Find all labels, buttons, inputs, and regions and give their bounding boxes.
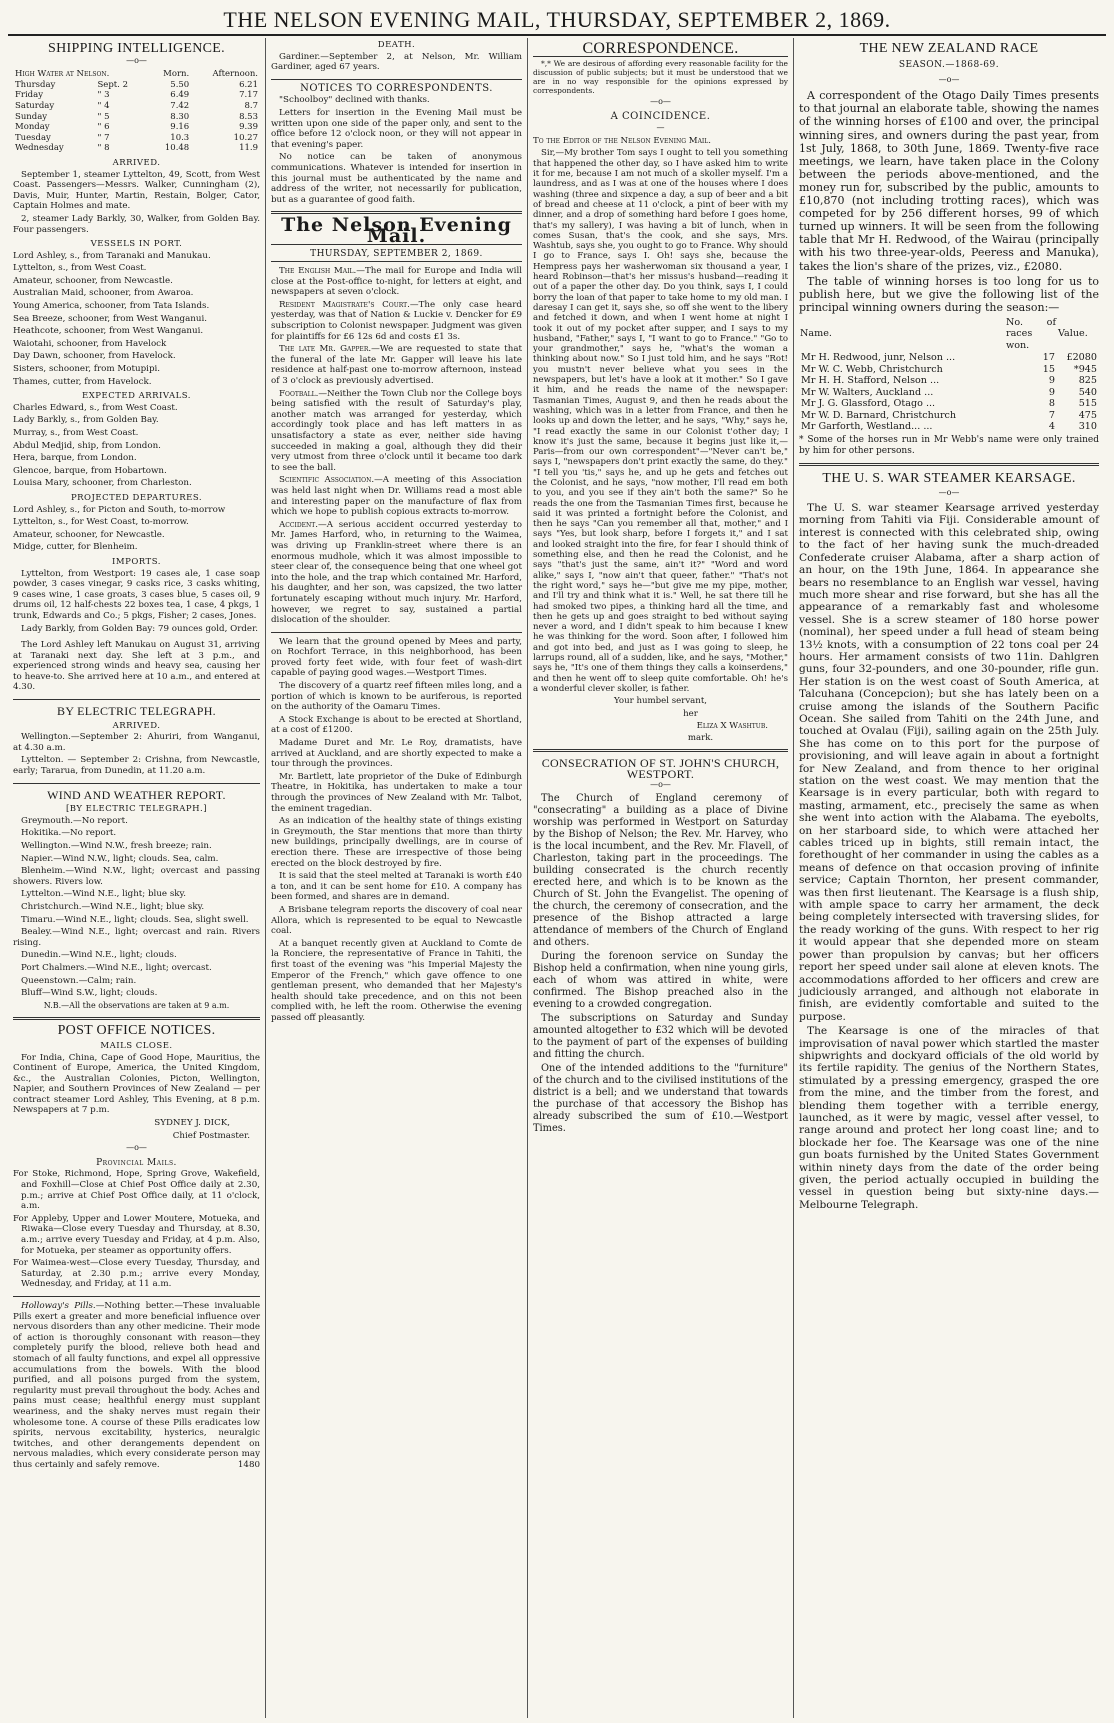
arrival-item: 2, steamer Lady Barkly, 30, Walker, from Golden Bay. Four passengers. [13, 213, 260, 235]
news-paragraph: At a banquet recently given at Auckland to Comte de la Ronciere, the representative of France in Tahiti, the first toast of the evening was "his Imperial Majesty the Emperor of the French," which gave offence to one gentleman present, who demanded that her Majesty's health should take precedence, and on this not been complied with, he left the room. Otherwise the evening passed off pleasantly. [271, 938, 522, 1023]
consecration-paragraph: During the forenoon service on Sunday the Bishop held a confirmation, when nine young girls, each of whom was attired in white, were confirmed. The Bishop preached also in the evening to a crowded congregation. [533, 951, 788, 1011]
news-paragraph: A Brisbane telegram reports the discovery of coal near Allora, which is represented to be equal to Newcastle coal. [271, 904, 522, 937]
tide-row: Friday " 3 6.49 7.17 [15, 90, 258, 101]
winning-owner-row: Mr H. Redwood, junr, Nelson ... 17 £2080 [801, 352, 1097, 364]
holloway-ad: Holloway's Pills.—Nothing better.—These invaluable Pills exert a greater and more beneficial influence over nervous disorders than any other medicine. Their mode of action is thoroughly consonant with reason—they completely purify the blood, relieve both head and stomach of all faulty functions, and expel all oppressive accumulations from the bowels. With the blood purified, and all poisons purged from the system, regularity must prevail throughout the body. Aches and pains must cease; healthful energy must supplant weariness, and the shaky nerves must regain their wholesome tone. A course of these Pills eradicates low spirits, nervous excitability, hysterics, neuralgic twitches, and other derangements dependent on nervous maladies, which every considerate person may thus certainly and safely remove. 1480 [13, 1300, 260, 1470]
tide-row: Sunday " 5 8.30 8.53 [15, 111, 258, 122]
kearsage-heading: THE U. S. WAR STEAMER KEARSAGE. [822, 470, 1076, 486]
weather-item: Timaru.—Wind N.E., light; clouds. Sea, slight swell. [21, 914, 249, 925]
telegraph-item: Wellington.—September 2: Ahuriri, from Wanganui, at 4.30 a.m. [13, 732, 260, 753]
racing-paragraph: A correspondent of the Otago Daily Times presents to that journal an elaborate table, showing the names of the winning horses of £100 and over, the principal winning sires, and owners during the past year, from 1st July, 1868, to 30th June, 1869. Twenty-five race meetings, we learn, have taken place in the Colony between the periods above-mentioned, and the money run for, subscribed by the public, amounts to £10,870 (not including trotting races), which was competed for by 256 different horses, 99 of which turned up winners. It will be seen from the following table that Mr H. Redwood, of the Wairau (principally with his two three-year-olds, Peeress and Manuka), takes the lion's share of the prizes, viz., £2080. [799, 89, 1099, 273]
masthead: THE NELSON EVENING MAIL, THURSDAY, SEPTEMBER 2, 1869. [8, 6, 1106, 36]
column-4: THE NEW ZEALAND RACE SEASON.—1868-69. —o— A correspondent of the Otago Daily Times presents to that journal an elaborate table, showing the names of the winning horses of £100 and over, the principal winning sires, and owners during the past year, from 1st July, 1868, to 30th June, 1869. Twenty-five race meetings, we learn, have taken place in the Colony between the periods above-mentioned, and the money run for, subscribed by the public, amounts to £10,870 (not including trotting races), which was competed for by 256 different horses, 99 of which turned up winners. It will be seen from the following table that Mr H. Redwood, of the Wairau (principally with his two three-year-olds, Peeress and Manuka), takes the lion's share of the prizes, viz., £2080. The table of winning horses is too long for us to publish here, but we give the following list of the principal winning owners during the season:— Name. No. of races won. Value. Mr H. Redwood, junr, Nelson ... 17 £2080 Mr W. C. Webb, Christchurch 15 *945 Mr H. H. Stafford, Nelson ... 9 825 Mr W. Walters, Auckland ... 9 540 Mr J. G. Glassford, Otago ... 8 515 Mr W. D. Barnard, Christchurch 7 475 Mr Garforth, Westland... ... 4 310 * Some of the horses run in Mr Webb's name were only trained by him for other persons. THE U. S. WAR STEAMER KEARSAGE. —o— The U. S. war steamer Kearsage arrived yesterday morning from Tahiti via Fiji. Considerable amount of interest is connected with this celebrated ship, owing to the fact of her having sunk the much-dreaded Confederate cruiser Alabama, after a sharp action of an hour, on the 19th June, 1864. In appearance she bears no resemblance to an English war vessel, having much more shear and rise forward, but she has all the appearance of a remarkably fast and wholesome vessel. She is a screw steamer of 180 horse power (nominal), her speed under a full head of steam being 13½ knots, with a consumption of 22 tons coal per 24 hours. Her armament consists of two 11in. Dahlgren guns, four 32-pounders, and one 30-pounder, rifle gun. Her station is on the west coast of South America, at Talcuhana (Concepcion); but she has lately been on a cruise among the islands of the Southern Pacific Ocean. She sailed from Tahiti on the 24th June, and touched at Ovalau (Fiji), sailing again on the 25th July. She has come on to this port for the purpose of provisioning, and will leave again in about a fortnight for New Zealand, and from thence to her original station on the west coast. We may mention that the Kearsage is in every particular, both with regard to masting, armament, etc., precisely the same as when she went into action with the Alabama. The eyebolts, on her starboard side, to which were attached her cables triced up in bights, still remain intact, the forethought of her commander in using the cables as a means of defence on that occasion proving of infinite service; Captain Thornton, her present commander, was then first lieutenant. The Kearsage is a flush ship, with ample space to carry her armament, the deck being completely intersected with traversing slides, for the ready working of the guns. With respect to her rig it would appear that she depended more on steam power than propulsion by canvas; but her officers report her speed under sail alone at eleven knots. The accommodations afforded to her officers and crew are judiciously arranged, and although not elaborate in finish, are evidently comfortable and suited to the purpose. The Kearsage is one of the miracles of that improvisation of naval power which startled the master shipwrights and dockyard officials of the old world by its fertile rapidity. The genius of the Northern States, stimulated by a pressing emergency, grasped the ore from the mine, and the timber from the forest, and blending them together with a terrible energy, launched, as it were by magic, vessel after vessel, to range around and protect her long coast line; and to blockade her foe. The Kearsage was one of the nine gun boats furnished by the United States Government within ninety days from the date of the order being given, the period actually occupied in building the vessel in question being but sixty-nine days.—Melbourne Telegraph. [799, 41, 1099, 1211]
tide-row: Wednesday " 8 10.48 11.9 [15, 143, 258, 154]
provincial-mail-item: For Appleby, Upper and Lower Moutere, Motueka, and Riwaka—Close every Tuesday and Thursday, at 8.30, a.m.; arrive every Tuesday and Friday, at 4 p.m. Also, for Motueka, per steamer as opportunity offers. [13, 1213, 260, 1256]
tide-row: Tuesday " 7 10.3 10.27 [15, 132, 258, 143]
racing-text [799, 89, 1099, 314]
telegraph-item: Lyttelton. — September 2: Crishna, from Newcastle, early; Tararua, from Dunedin, at 11.20 a.m. [13, 755, 260, 777]
consecration-text [533, 793, 788, 1135]
death-notice: Gardiner.—September 2, at Nelson, Mr. William Gardiner, aged 67 years. [271, 51, 522, 73]
notices-heading: NOTICES TO CORRESPONDENTS. [300, 82, 493, 94]
winning-owner-row: Mr Garforth, Westland... ... 4 310 [801, 421, 1097, 433]
weather-item: Hokitika.—No report. [21, 828, 117, 839]
expected-item: Abdul Medjid, ship, from London. [13, 440, 161, 451]
racing-heading: THE NEW ZEALAND RACE [859, 41, 1039, 56]
weather-item: Blenheim.—Wind N.W., light; overcast and passing showers. Rivers low. [13, 866, 260, 887]
weather-item: Bealey.—Wind N.E., light; overcast and rain. Rivers rising. [13, 927, 260, 948]
kearsage-text [799, 502, 1099, 1211]
winning-owners-table [799, 316, 1099, 433]
kearsage-paragraph: The U. S. war steamer Kearsage arrived yesterday morning from Tahiti via Fiji. Considerable amount of interest is connected with this celebrated ship, owing to the fact of her having sunk the much-dreaded Confederate cruiser Alabama, after a sharp action of an hour, on the 19th June, 1864. In appearance she bears no resemblance to an English war vessel, having much more shear and rise forward, but she has all the appearance of a remarkably fast and wholesome vessel. She is a screw steamer of 180 horse power (nominal), her speed under a full head of steam being 13½ knots, with a consumption of 22 tons coal per 24 hours. Her armament consists of two 11in. Dahlgren guns, four 32-pounders, and one 30-pounder, rifle gun. Her station is on the west coast of South America, at Talcuhana (Concepcion); but she has lately been on a cruise among the islands of the Southern Pacific Ocean. She sailed from Tahiti on the 24th June, and touched at Ovalau (Fiji), sailing again on the 25th July. She has come on to this port for the purpose of provisioning, and will leave again in about a fortnight for New Zealand, and from thence to her original station on the west coast. We may mention that the Kearsage is in every particular, both with regard to masting, armament, etc., precisely the same as when she went into action with the Alabama. The eyebolts, on her starboard side, to which were attached her cables triced up in bights, still remain intact, the forethought of her commander in using the cables as a means of defence on that occasion proving of infinite service; Captain Thornton, her present commander, was then first lieutenant. The Kearsage is a flush ship, with ample space to carry her armament, the deck being completely intersected with traversing slides, for the ready working of the guns. With respect to her rig it would appear that she depended more on steam power than propulsion by canvas; but her officers report her speed under sail alone at eleven knots. The accommodations afforded to her officers and crew are judiciously arranged, and although not elaborate in finish, are evidently comfortable and suited to the purpose. [799, 502, 1099, 1023]
kearsage-paragraph: The Kearsage is one of the miracles of that improvisation of naval power which startled the master shipwrights and dockyard officials of the old world by its fertile rapidity. The genius of the Northern States, stimulated by a pressing emergency, grasped the ore from the mine, and the timber from the forest, and blending them together with a terrible energy, launched, as it were by magic, vessel after vessel, to range around and protect her long coast line; and to blockade her foe. The Kearsage was one of the nine gun boats furnished by the United States Government within ninety days from the date of the order being given, the period actually occupied in building the vessel in question being but sixty-nine days.—Melbourne Telegraph. [799, 1025, 1099, 1211]
weather-item: Napier.—Wind N.W., light; clouds. Sea, calm. [21, 853, 219, 864]
shipping-heading: SHIPPING INTELLIGENCE. [48, 41, 225, 56]
provincial-mail-item: For Waimea-west—Close every Tuesday, Thursday, and Saturday, at 2.30 p.m.; arrive every Monday, Wednesday, and Friday, at 11 a.m. [13, 1258, 260, 1290]
letter-body [533, 148, 788, 694]
departure-item: Lord Ashley, s., for Picton and South, to-morrow [13, 504, 226, 515]
expected-item: Hera, barque, from London. [13, 453, 137, 464]
expected-item: Glencoe, barque, from Hobartown. [13, 465, 167, 476]
import-item: Lady Barkly, from Golden Bay: 79 ounces gold, Order. [21, 623, 259, 634]
vessel-item: Australian Maid, schooner, from Awaroa. [13, 288, 194, 299]
consecration-paragraph: The subscriptions on Saturday and Sunday amounted altogether to £32 which will be devoted to the payment of part of the expenses of building and fitting the church. [533, 1013, 788, 1061]
editorial-paragraph: Scientific Association.—A meeting of this Association was held last night when Dr. Williams read a most able and interesting paper on the manufacture of flax from which we hope to publish copious extracts to-morrow. [271, 475, 522, 518]
vessels-in-port-heading: VESSELS IN PORT. [90, 239, 183, 250]
imports-heading: IMPORTS. [112, 556, 161, 567]
arrival-item: September 1, steamer Lyttelton, 49, Scott, from West Coast. Passengers—Messrs. Walker, Cunningham (2), Davis, Muir, Hunter, Martin, Restain, Bolger, Cator, Captain Holmes and mate. [13, 169, 260, 212]
column-2 [266, 38, 528, 1718]
weather-item: Queenstown.—Calm; rain. [21, 975, 137, 986]
vessel-item: Amateur, schooner, from Newcastle. [13, 275, 173, 286]
expected-item: Lady Barkly, s., from Golden Bay. [13, 415, 159, 426]
winning-owner-row: Mr J. G. Glassford, Otago ... 8 515 [801, 398, 1097, 410]
weather-heading: WIND AND WEATHER REPORT. [47, 787, 226, 802]
winning-owner-row: Mr H. H. Stafford, Nelson ... 9 825 [801, 375, 1097, 387]
vessel-item: Young America, schooner, from Tata Islands. [13, 301, 210, 312]
column-1: SHIPPING INTELLIGENCE. —o— High Water at Nelson. Morn. Afternoon. Thursday Sept. 2 5.50 6.21 Friday " 3 6.49 7.17 Saturday " 4 7.42 8.7 Sunday " 5 8.30 8.53 Monday " 6 9.16 9.39 Tuesday " 7 10.3 10.27 Wednesday " 8 10.48 11.9 ARRIVED. September 1, steamer Lyttelton, 49, Scott, from West Coast. Passengers—Messrs. Walker, Cunningham (2), Davis, Muir, Hunter, Martin, Restain, Bolger, Cator, Captain Holmes and mate. 2, steamer Lady Barkly, 30, Walker, from Golden Bay. Four passengers. VESSELS IN PORT. Lord Ashley, s., from Taranaki and Manukau. Lyttelton, s., from West Coast. Amateur, schooner, from Newcastle. Australian Maid, schooner, from Awaroa. Young America, schooner, from Tata Islands. Sea Breeze, schooner, from West Wanganui. Heathcote, schooner, from West Wanganui. Waiotahi, schooner, from Havelock Day Dawn, schooner, from Havelock. Sisters, schooner, from Motupipi. Thames, cutter, from Havelock. EXPECTED ARRIVALS. Charles Edward, s., from West Coast. Lady Barkly, s., from Golden Bay. Murray, s., from West Coast. Abdul Medjid, ship, from London. Hera, barque, from London. Glencoe, barque, from Hobartown. Louisa Mary, schooner, from Charleston. PROJECTED DEPARTURES. Lord Ashley, s., for Picton and South, to-morrow Lyttelton, s., for West Coast, to-morrow. Amateur, schooner, for Newcastle. Midge, cutter, for Blenheim. IMPORTS. Lyttelton, from Westport: 19 cases ale, 1 case soap powder, 3 cases vinegar, 9 casks rice, 3 casks whiting, 9 cases wine, 1 case groats, 3 cases blue, 5 cases oil, 9 drums oil, 12 half-chests 22 boxes tea, 1 case, 4 pkgs, 1 trunk, Edwards and Co.; 5 pkgs, Fisher; 2 cases, Jones. Lady Barkly, from Golden Bay: 79 ounces gold, Order. The Lord Ashley left Manukau on August 31, arriving at Taranaki next day. She left at 3 p.m., and experienced strong winds and heavy sea, causing her to heave-to. She arrived here at 10 a.m., and entered at 4.30. BY ELECTRIC TELEGRAPH. ARRIVED. Wellington.—September 2: Ahuriri, from Wanganui, at 4.30 a.m. Lyttelton. — September 2: Crishna, from Newcastle, early; Tararua, from Dunedin, at 11.20 a.m. WIND AND WEATHER REPORT. [BY ELECTRIC TELEGRAPH.] Greymouth.—No report. Hokitika.—No report. Wellington.—Wind N.W., fresh breeze; rain. Napier.—Wind N.W., light; clouds. Sea, calm. Blenheim.—Wind N.W., light; overcast and passing showers. Rivers low. Lyttelton.—Wind N.E., light; blue sky. Christchurch.—Wind N.E., light; blue sky. Timaru.—Wind N.E., light; clouds. Sea, slight swell. Bealey.—Wind N.E., light; overcast and rain. Rivers rising. Dunedin.—Wind N.E., light; clouds. Port Chalmers.—Wind N.E., light; overcast. Queenstown.—Calm; rain. Bluff—Wind S.W., light; clouds. N.B.—All the observations are taken at 9 a.m. POST OFFICE NOTICES. MAILS CLOSE. For India, China, Cape of Good Hope, Mauritius, the Continent of Europe, America, the United Kingdom, &c., the Australian Colonies, Picton, Wellington, Napier, and Southern Provinces of New Zealand — per contract steamer Lord Ashley, This Evening, at 8 p.m. Newspapers at 7 p.m. SYDNEY J. DICK, Chief Postmaster. —o— Provincial Mails. For Stoke, Richmond, Hope, Spring Grove, Wakefield, and Foxhill—Close at Chief Post Office daily at 2.30, p.m.; arrive at Chief Post Office daily, at 11 o'clock, a.m. For Appleby, Upper and Lower Moutere, Motueka, and Riwaka—Close every Tuesday and Thursday, at 8.30, a.m.; arrive every Tuesday and Friday, at 4 p.m. Also, for Motueka, per steamer as opportunity offers. For Waimea-west—Close every Tuesday, Thursday, and Saturday, at 2.30 p.m.; arrive every Monday, Wednesday, and Friday, at 11 a.m. Holloway's Pills.—Nothing better.—These invaluable Pills exert a greater and more beneficial influence over nervous disorders than any other medicine. Their mode of action is thoroughly consonant with reason—they completely purify the blood, relieve both head and stomach of all faulty functions, and expel all oppressive accumulations from the bowels. With the blood purified, and all poisons purged from the system, regularity must prevail throughout the body. Aches and pains must cease; healthful energy must supplant weariness, and the shaky nerves must regain their wholesome tone. A course of these Pills eradicates low spirits, nervous excitability, hysterics, neuralgic twitches, and other derangements dependent on nervous maladies, which every considerate person may thus certainly and safely remove. 1480 [8, 38, 266, 1718]
expected-item: Murray, s., from West Coast. [13, 428, 139, 438]
winning-owner-row: Mr W. Walters, Auckland ... 9 540 [801, 386, 1097, 398]
news-paragraph: We learn that the ground opened by Mees and party, on Rochfort Terrace, in this neighborhood, has been proved forty feet wide, with four feet of wash-dirt capable of paying good wages.—Westport Times. [271, 636, 522, 679]
vessel-item: Sea Breeze, schooner, from West Wanganui. [13, 313, 208, 324]
columns [8, 38, 1106, 1718]
correspondence-heading: CORRESPONDENCE. [582, 40, 739, 57]
weather-item: Lyttelton.—Wind N.E., light; blue sky. [21, 889, 187, 900]
post-office-text: For India, China, Cape of Good Hope, Mauritius, the Continent of Europe, America, the United Kingdom, &c., the Australian Colonies, Picton, Wellington, Napier, and Southern Provinces of New Zealand — per contract steamer Lord Ashley, This Evening, at 8 p.m. Newspapers at 7 p.m. [13, 1052, 260, 1116]
vessels-in-port-list [13, 251, 260, 388]
tide-row: Saturday " 4 7.42 8.7 [15, 100, 258, 111]
news-paragraph: Mr. Bartlett, late proprietor of the Duke of Edinburgh Theatre, in Hokitika, has undertaken to make a tour through the provinces of New Zealand with Mr. Talbot, the eminent tragedian. [271, 771, 522, 814]
consecration-paragraph: The Church of England ceremony of "consecrating" a building as a place of Divine worship was performed in Westport on Saturday by the Bishop of Nelson; the Rev. Mr. Harvey, who is the local incumbent, and the Rev. Mr. Flavell, of Charleston, taking part in the proceedings. The building consecrated is the church recently erected here, and which is to be known as the Church of St. John the Evangelist. The opening of the church, the ceremony of consecration, and the presence of the Bishop attracted a large attendance of members of the Church of England and others. [533, 793, 788, 949]
news-paragraph: The discovery of a quartz reef fifteen miles long, and a portion of which is known to be auriferous, is reported on the authority of the Oamaru Times. [271, 681, 522, 713]
news-paragraph: A Stock Exchange is about to be erected at Shortland, at a cost of £1200. [271, 714, 522, 736]
projected-heading: PROJECTED DEPARTURES. [70, 492, 203, 503]
letter-paragraph: Sir,—My brother Tom says I ought to tell you something that happened the other day, so I have asked him to write it for me, because I am not much of a skoller myself. I'm a laundress, and as I was at one of the houses where I does washing (three and sixpence a day, a sup of beer and a bit of bread and cheese at 11 o'clock, a pint of beer with my dinner, and a drop of something hard before I goes home, that's my sallery), I was having a bit of lunch, when in comes Susan, that's the cook, and she says, Mrs. Washtub, says she, you ought to go to France. Why should I go to France, says I. Oh! says she, because the Hempress pays her washerwoman six thousand a year, I heard Robinson—that's her missus's husband—reading it out of a paper the other day. Do you think, says I, I could borry the loan of that paper to take home to my old man. I daresay I can get it, says she, so off she went to the libery and fetched it down, and when I went home at night I took it out of my pocket after supper, and I says to my husband, "Father," says I, "I want to go to France." "Go to your grandmother," says he, "what's the woman a thinking about now." So I just told him, and he says "Rot! you mustn't never believe what you sees in the newspapers, but let's have a look at it mother." So I gave it him, and he reads the name of the newspaper: Tasmanian Times, August 9, and then he reads about the washing, which was in a letter from France, and then he looks up and down the letter, and he says, "Why," says he, "I read exactly the same in our Colonist t'other day; I know it's just the same, because it begins just like it,—Paris—from our own correspondent"—"Never can't be," says I, "newspapers don't print exactly the same, do they." "I tell you 'tis," says he, and up he gets and fetches out the Colonist, and he says, "now mother, I'll read em both to you, and you see if they ain't both the same?" So he reads the one from the Tasmanian Times first, because he said it was printed a fortnight before the Colonist, and then he says "Can you remember all that, mother," and I says "Yes, but look sharp, before I forgets it," and I sat and looked straight into the fire, for fear I should think of something else, and then he read the Colonist, and he says "that's just the same, ain't it?" "Word and word alike," says I, "now ain't that queer, father." "That's not the right word," says he—"but give me my pipe, mother, and I'll try and think what it is." Well, he sat there till he had smoked two pipes, a thinking hard all the time, and then he gets up and goes straight to bed without saying never a word, and I didn't speak to him because I knew he was thinking for the word. Soon after, I followed him and got into bed, and just as I was going to sleep, he larrups round, all of a sudden, like, and he says, "Mother," says he, "It's one of them things they calls a koinserdens," and then he went off to sleep quite comfortable. Oh! he's a wonderful clever skoller, is father. [533, 148, 788, 694]
consecration-paragraph: One of the intended additions to the "furniture" of the church and to the civilised institutions of the district is a bell; and we understand that towards the purchase of that accessory the Bishop has already subscribed the sum of £10.—Westport Times. [533, 1063, 788, 1135]
telegraph-heading: BY ELECTRIC TELEGRAPH. [57, 704, 216, 719]
import-item: Lyttelton, from Westport: 19 cases ale, 1 case soap powder, 3 cases vinegar, 9 casks rice, 3 casks whiting, 9 cases wine, 1 case groats, 3 cases blue, 5 cases oil, 9 drums oil, 12 half-chests 22 boxes tea, 1 case, 4 pkgs, 1 trunk, Edwards and Co.; 5 pkgs, Fisher; 2 cases, Jones. [13, 568, 260, 621]
nameplate: The Nelson Evening Mail. [281, 214, 512, 247]
editorial-list [271, 266, 522, 626]
dateline: THURSDAY, SEPTEMBER 2, 1869. [310, 248, 483, 259]
winning-owners-header: Name. No. of races won. Value. [800, 316, 1088, 351]
vessel-item: Lord Ashley, s., from Taranaki and Manukau. [13, 250, 211, 261]
winning-owner-row: Mr W. C. Webb, Christchurch 15 *945 [801, 363, 1097, 375]
editorial-paragraph: The English Mail.—The mail for Europe and India will close at the Post-office to-night, for letters at eight, and newspapers at seven o'clock. [271, 266, 522, 298]
vessel-item: Day Dawn, schooner, from Havelock. [13, 351, 176, 362]
weather-item: Christchurch.—Wind N.E., light; blue sky. [21, 901, 205, 912]
provincial-mail-item: For Stoke, Richmond, Hope, Spring Grove, Wakefield, and Foxhill—Close at Chief Post Office daily at 2.30, p.m.; arrive at Chief Post Office daily, at 11 o'clock, a.m. [13, 1169, 260, 1212]
imports-list [13, 569, 260, 635]
column-3: CORRESPONDENCE. *,* We are desirous of affording every reasonable facility for the discussion of public subjects; but it must be understood that we are in no way responsible for the opinions expressed by correspondents. —o— A COINCIDENCE. — To the Editor of the Nelson Evening Mail. Sir,—My brother Tom says I ought to tell you something that happened the other day, so I have asked him to write it for me, because I am not much of a skoller myself. I'm a laundress, and as I was at one of the houses where I does washing (three and sixpence a day, a sup of beer and a bit of bread and cheese at 11 o'clock, a pint of beer with my dinner, and a drop of something hard before I goes home, that's my sallery), I was having a bit of lunch, when in comes Susan, that's the cook, and she says, Mrs. Washtub, says she, you ought to go to France. Why should I go to France, says I. Oh! says she, because the Hempress pays her washerwoman six thousand a year, I heard Robinson—that's her missus's husband—reading it out of a paper the other day. Do you think, says I, I could borry the loan of that paper to take home to my old man. I daresay I can get it, says she, so off she went to the libery and fetched it down, and when I went home at night I took it out of my pocket after supper, and I says to my husband, "Father," says I, "I want to go to France." "Go to your grandmother," says he, "what's the woman a thinking about now." So I just told him, and he says "Rot! you mustn't never believe what you sees in the newspapers, but let's have a look at it mother." So I gave it him, and he reads the name of the newspaper: Tasmanian Times, August 9, and then he reads about the washing, which was in a letter from France, and then he looks up and down the letter, and he says, "Why," says he, "I read exactly the same in our Colonist t'other day; I know it's just the same, because it begins just like it,—Paris—from our own correspondent"—"Never can't be," says I, "newspapers don't print exactly the same, do they." "I tell you 'tis," says he, and up he gets and fetches out the Colonist, and he says, "now mother, I'll read em both to you, and you see if they ain't both the same?" So he reads the one from the Tasmanian Times first, because he said it was printed a fortnight before the Colonist, and then he says "Can you remember all that, mother," and I says "Yes, but look sharp, before I forgets it," and I sat and looked straight into the fire, for fear I should think of something else, and then he read the Colonist, and he says "that's just the same, ain't it?" "Word and word alike," says I, "now ain't that queer, father." "That's not the right word," says he—"but give me my pipe, mother, and I'll try and think what it is." Well, he sat there till he had smoked two pipes, a thinking hard all the time, and then he gets up and goes straight to bed without saying never a word, and I didn't speak to him because I knew he was thinking for the word. Soon after, I followed him and got into bed, and just as I was going to sleep, he larrups round, all of a sudden, like, and he says, "Mother," says he, "It's one of them things they calls a koinserdens," and then he went off to sleep quite comfortable. Oh! he's a wonderful clever skoller, is father. Your humbel servant, her Eliza X Washtub. mark. CONSECRATION OF ST. JOHN'S CHURCH, WESTPORT. —o— The Church of England ceremony of "consecrating" a building as a place of Divine worship was performed in Westport on Saturday by the Bishop of Nelson; the Rev. Mr. Harvey, who is the local incumbent, and the Rev. Mr. Flavell, of Charleston, taking part in the proceedings. The building consecrated is the church recently erected here, and which is to be known as the Church of St. John the Evangelist. The opening of the church, the ceremony of consecration, and the presence of the Bishop attracted a large attendance of members of the Church of England and others. During the forenoon service on Sunday the Bishop held a confirmation, when nine young girls, each of whom was attired in white, were confirmed. The Bishop preached also in the evening to a crowded congregation. The subscriptions on Saturday and Sunday amounted altogether to £32 which will be devoted to the payment of part of the expenses of building and fitting the church. One of the intended additions to the "furniture" of the church and to the civilised institutions of the district is a bell; and we understand that towards the purchase of that accessory the Bishop has already subscribed the sum of £10.—Westport Times. [528, 38, 794, 1718]
weather-item: Dunedin.—Wind N.E., light; clouds. [21, 950, 177, 961]
consecration-heading: CONSECRATION OF ST. JOHN'S CHURCH, WESTPORT. [541, 756, 780, 781]
provincial-mails-list [13, 1169, 260, 1290]
tide-row: Monday " 6 9.16 9.39 [15, 122, 258, 133]
news-list [271, 637, 522, 1024]
weather-item: Bluff—Wind S.W., light; clouds. [21, 988, 158, 999]
notices-list [271, 95, 522, 205]
news-paragraph: As an indication of the healthy state of things existing in Greymouth, the Star mentions that more than thirty new buildings, principally dwellings, are in course of erection there. These are irrespective of those being erected on the block destroyed by fire. [271, 816, 522, 869]
expected-item: Charles Edward, s., from West Coast. [13, 402, 178, 413]
arrived-list [13, 170, 260, 236]
editorial-paragraph: Accident.—A serious accident occurred yesterday to Mr. James Harford, who, in returning to the Waimea, was driving up Franklin-street where there is an enormous mudhole, which it was almost impossible to steer clear of, the consequence being that one wheel got into the hole, and the trap which contained Mr. Harford, his daughter, and her son, was capsized, the two latter fortunately escaping without much injury. Mr. Harford, however, we regret to say, sustained a partial dislocation of the shoulder. [271, 519, 522, 626]
vessel-item: Thames, cutter, from Havelock. [13, 376, 152, 387]
news-paragraph: Madame Duret and Mr. Le Roy, dramatists, have arrived at Auckland, and are shortly expected to make a tour through the provinces. [271, 738, 522, 770]
expected-item: Louisa Mary, schooner, from Charleston. [13, 478, 192, 489]
post-office-heading: POST OFFICE NOTICES. [57, 1023, 216, 1039]
weather-item: Port Chalmers.—Wind N.E., light; overcast. [21, 962, 212, 973]
expected-heading: EXPECTED ARRIVALS. [82, 391, 191, 402]
vessel-item: Sisters, schooner, from Motupipi. [13, 364, 161, 375]
projected-list [13, 505, 260, 553]
telegraph-list [13, 732, 260, 776]
vessel-item: Lyttelton, s., from West Coast. [13, 263, 147, 274]
editorial-paragraph: Resident Magistrate's Court.—The only case heard yesterday, was that of Nation & Luckie v. Dencker for £9 subscription to Colonist newspaper. Judgment was given for plaintiffs for £6 12s 6d and costs £1 3s. [271, 299, 522, 342]
notice-item: Letters for insertion in the Evening Mail must be written upon one side of the paper only, and sent to the office before 12 o'clock noon, or they will not appear in that evening's paper. [271, 107, 522, 150]
tide-row: Thursday Sept. 2 5.50 6.21 [15, 79, 258, 90]
vessel-item: Heathcote, schooner, from West Wanganui. [13, 326, 204, 337]
editorial-paragraph: Football.—Neither the Town Club nor the College boys being satisfied with the result of Saturday's play, another match was arranged for yesterday, which accordingly took place and has left matters in as unsatisfactory a state as ever, neither side having succeeded in making a goal, although they did their very utmost from three o'clock until it became too dark to see the ball. [271, 388, 522, 473]
racing-paragraph: The table of winning horses is too long for us to publish here, but we give the following list of the principal winning owners during the season:— [799, 274, 1099, 314]
notice-item: No notice can be taken of anonymous communications. Whatever is intended for insertion in this journal must be authenticated by the name and address of the writer, not necessarily for publication, but as a guarantee of good faith. [271, 152, 522, 205]
death-heading: DEATH. [377, 40, 416, 50]
tide-rows [13, 80, 260, 154]
notice-item: "Schoolboy" declined with thanks. [279, 95, 430, 106]
weather-item: Wellington.—Wind N.W., fresh breeze; rain. [21, 841, 212, 851]
tide-table [13, 69, 260, 154]
weather-list [13, 816, 260, 999]
lord-ashley-note: The Lord Ashley left Manukau on August 31, arriving at Taranaki next day. She left at 3 p.m., and experienced strong winds and heavy sea, causing her to heave-to. She arrived here at 10 a.m., and entered at 4.30. [13, 640, 260, 693]
letter-title: A COINCIDENCE. [610, 110, 711, 122]
arrived-heading: ARRIVED. [112, 157, 161, 168]
news-paragraph: It is said that the steel melted at Taranaki is worth £40 a ton, and it can be sent home for £10. A company has been formed, and shares are in demand. [271, 871, 522, 903]
departure-item: Lyttelton, s., for West Coast, to-morrow. [13, 517, 189, 528]
correspondence-disclaimer: *,* We are desirous of affording every reasonable facility for the discussion of public subjects; but it must be understood that we are in no way responsible for the opinions expressed by correspondents. [533, 59, 788, 96]
vessel-item: Waiotahi, schooner, from Havelock [13, 338, 167, 349]
departure-item: Amateur, schooner, for Newcastle. [13, 529, 165, 540]
departure-item: Midge, cutter, for Blenheim. [13, 542, 138, 553]
expected-list [13, 403, 260, 489]
weather-item: Greymouth.—No report. [21, 815, 128, 826]
editorial-paragraph: The late Mr. Gapper.—We are requested to state that the funeral of the late Mr. Gapper will leave his late residence at half-past one to-morrow afternoon, instead of 3 o'clock as previously advertised. [271, 344, 523, 387]
winning-owner-row: Mr W. D. Barnard, Christchurch 7 475 [801, 409, 1097, 421]
letter-signature: Eliza X Washtub. [696, 720, 768, 731]
tide-header-row: High Water at Nelson. Morn. Afternoon. [15, 69, 258, 80]
